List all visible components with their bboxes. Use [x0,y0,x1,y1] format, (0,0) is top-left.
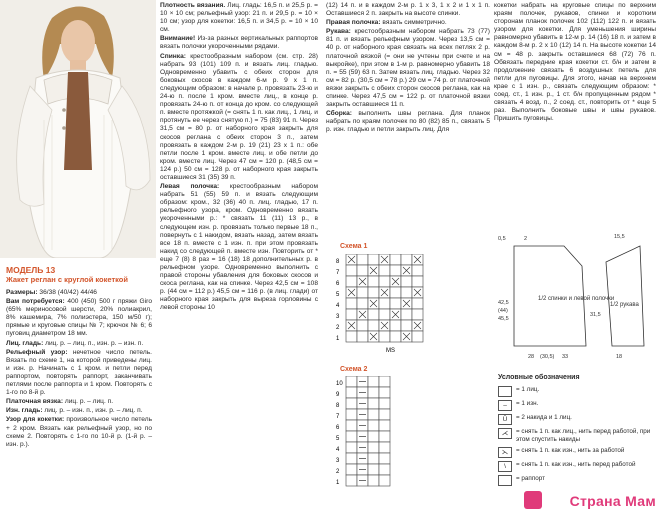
chart-cell [346,431,357,442]
row-number: 6 [336,281,340,287]
chart-cell [368,398,379,409]
chart-cell [379,265,390,276]
chart-cell [379,398,390,409]
paragraph-heading: Узор для кокетки: [6,416,65,424]
legend-symbol [498,386,512,397]
legend-text: = снять 1 п. как изн., нить перед работой [516,461,636,468]
chart-cell [346,387,357,398]
legend-text: = 2 накида и 1 лиц. [516,414,572,421]
chart-cell [368,409,379,420]
chart-cell [368,376,379,387]
legend-symbol: \ [498,461,512,472]
row-number: 1 [336,336,340,342]
dim-top-1: 0,5 [498,236,506,242]
paragraph-heading: Сборка: [326,110,352,118]
paragraph-text: 36/38 (40/42) 44/46 [37,289,97,296]
sleeve-dim-bottom: 18 [616,354,623,360]
row-number: 8 [336,403,340,409]
chart-cell [368,464,379,475]
chart-cell [368,254,379,265]
col3-paragraph [326,2,490,18]
chart-cell [368,309,379,320]
legend-symbol: ⋌ [498,428,512,439]
row-number: 1 [336,480,340,486]
chart-cell [368,420,379,431]
chart-cell [390,287,401,298]
dim-side-3: 45,5 [498,316,509,322]
chart-cell [412,331,423,342]
col1-paragraph [6,416,152,448]
chart-cell [401,309,412,320]
chart-cell [379,376,390,387]
dim-top-2: 2 [524,236,528,242]
chart-cell [368,276,379,287]
col3-paragraph [326,110,490,134]
paragraph-heading: Изн. гладь: [6,407,43,415]
col1-paragraph [6,398,152,406]
paragraph-text: крестообразным набором (см. стр. 28) набрать 93 (101) 109 п. и вязать лиц. гладью. Одновременно убавить с обеих сторон для боковых скосов в каждом 6-м р. 9 x 1 п. следующим образом: в начале р. провязать 23-ю и 24-ю п. после 1 кром. вместе лиц., в конце р. провязать 24-ю п. от конца до кром. со следующей п. вместе протяжкой (= снять 1 п. как лиц., 1 лиц. и протянуть ее через снятую п.) = 75 (83) 91 п. Через 31,5 см = 80 р. от наборного края закрыть для скосов реглана с обеих сторон 3 п., затем провязать в каждом 2-м р. 19 (21) 23 x 1 п.: обе петли после 1 кром. вместе лиц. и обе петли до кром. вместе лиц. Через 47 см = 120 р. (48,5 см = 124 р.) 50 см = 128 р. от наборного края закрыть оставшиеся 31 (35) 39 п. [160,52,318,181]
row-number: 8 [336,259,340,265]
paragraph-text: вязать симметрично. [380,19,447,27]
chart-cell [401,320,412,331]
chart-cell [379,431,390,442]
paragraph-text: лиц. р. – лиц. п., изн. р. – изн. п. [43,339,144,347]
chart-cell [346,409,357,420]
col1-paragraph [6,289,152,297]
chart-cell [346,420,357,431]
chart-cell [379,442,390,453]
chart-cell [346,309,357,320]
chart-cell [390,320,401,331]
chart-cell [368,475,379,486]
scheme-1-label: Схема 1 [340,243,368,250]
paragraph-heading: Правая полочка: [326,19,381,27]
chart-cell [357,331,368,342]
paragraph-text: выполнить швы реглана. Для планок набрать по краям полочек по 80 (82) 85 п., связать 5 р. изн. гладью и петли закрыть лиц. Для [326,110,490,134]
legend [498,386,658,489]
paragraph-text: Из-за разных вертикальных раппортов вязать полочки укороченными рядами. [160,35,318,51]
scheme-2-label: Схема 2 [340,366,368,373]
chart-cell [346,475,357,486]
chart-cell [390,298,401,309]
row-number: 7 [336,414,340,420]
back-piece-label: 1/2 спинки и левой полочки [538,296,615,302]
chart-cell [346,331,357,342]
legend-symbol [498,475,512,486]
paragraph-text: (12) 14 п. и в каждом 2-м р. 1 x 3, 1 x 2 и 1 x 1 п. Оставшиеся 2 п. закрыть на высоте спинки. [326,2,490,18]
chart-cell [357,254,368,265]
instructions-column-2 [160,2,318,314]
chart-cell [379,420,390,431]
chart-cell [346,276,357,287]
chart-cell [346,453,357,464]
col3-paragraph [326,28,490,109]
paragraph-text: кокетки набрать на круговые спицы по верхним краям полочек, рукавов, спинки и коротким сторонам планок полочек 102 (112) 122 п. и вязать узором для кокетки. Для уменьшения ширины равномерно убавить в 12-м р. 14 (16) 18 п. и затем в каждом 8-м р. 2 x 10 (12) 14 п. На высоте кокетки 14 см = 48 р. закрыть оставшиеся 68 (72) 76 п. Обвязать передние края кокетки ст. б/н и затем в продолжение связать 6 воздушных петель для петли для пуговицы. Для этого, начав на верхнем крае с 1 изн. р., связать следующим образом: * соед. ст., 1 изн. р., 1 ст. б/н пропущенным рядом * связать 4 возд. п., 2 соед. ст., повторить от * еще 5 раз. Выполнить боковые швы и швы рукавов. Пришить пуговицы. [494,2,656,123]
paragraph-heading: Рельефный узор: [6,348,68,356]
row-number: 10 [336,381,343,387]
paragraph-text: Лиц. гладь: 16,5 п. и 25,5 р. = 10 × 10 см; рельефный узор: 21 п. и 29,5 р. = 10 × 10 см; узор для кокетки: 16,5 п. и 34,5 р. = 10 × 10 см. [160,2,318,34]
row-number: 3 [336,314,340,320]
chart-cell [357,287,368,298]
row-number: 4 [336,447,340,453]
row-number: 2 [336,469,340,475]
chart-cell [368,453,379,464]
dim-side-2: (44) [498,308,508,314]
sleeve-piece-label: 1/2 рукава [610,302,639,308]
dim-side-1: 42,5 [498,300,509,306]
legend-item [498,475,658,486]
chart-cell [368,387,379,398]
chart-cell [379,331,390,342]
col2-paragraph [160,53,318,183]
paragraph-heading: Внимание! [160,35,196,43]
chart-cell [379,475,390,486]
paragraph-text: нечетное число петель. Вязать по схеме 1, на которой приведены лиц. и изн. р. Начинать с 1 кром. и петли перед раппортом, повторять раппорт, заканчивать петлями после раппорта и 1 кром. Повторять с 1-го по 8-й р. [6,348,152,397]
chart-cell [390,265,401,276]
row-number: 3 [336,458,340,464]
chart-cell [412,265,423,276]
paragraph-text: крестообразным набором набрать 51 (55) 59 п. и вязать следующим образом: кром., 32 (36) 40 п. лиц. гладью, 17 п. рельефного узора, кром. Одновременно вязать укороченными р.: * связать 11 (11) 13 р., в следующем изн. р. провязать только первые 18 п., повернуть с 1 накидом, вязать назад, затем вязать все 18 п. вместе с 1 изн. п. при этом провязать накид со следующей п. вместе изн. Повторить от * еще 7 (8) 8 раз = 16 (18) 18 дополнительных р. в рельефном узоре. Одновременно выполнить с правой стороны убавления для боковых скосов и скоса реглана, как на спинке. Через 42,5 см = 108 р. (44 см = 112 р.) 45,5 см = 116 р. (в лиц. глади) от наборного края закрыть для выреза горловины с левой стороны 10 [160,183,318,312]
chart-cell [401,276,412,287]
paragraph-text: 400 (450) 500 г пряжи Giro (65% мериносовой шерсти, 20% полиакрил, 8% кашемира, 7% полиэстера, 150 м/50 г); прямые и круговые спицы № 7; крючок № 6; 6 пуговиц диаметром 18 мм. [6,298,153,338]
col1-paragraph [6,349,152,398]
dim-side-4: 31,5 [590,312,601,318]
row-number: 5 [336,436,340,442]
col1-paragraph [6,407,152,415]
chart-cell [346,376,357,387]
chart-cell [346,464,357,475]
row-number: 5 [336,292,340,298]
paragraph-heading: Платочная вязка: [6,398,64,406]
chart-cell [357,265,368,276]
row-number: 4 [336,303,340,309]
instructions-column-4 [494,2,656,152]
chart-cell [379,464,390,475]
chart-cell [379,309,390,320]
model-title: МОДЕЛЬ 13 [6,265,56,275]
chart-cell [412,298,423,309]
watermark: Страна Мам [569,493,656,509]
row-number: 9 [336,392,340,398]
paragraph-heading: Рукава: [326,28,351,36]
chart-cell [390,331,401,342]
chart-cell [390,254,401,265]
legend-item [498,461,658,472]
row-number: 2 [336,325,340,331]
paragraph-text: лиц. р. – лиц. п. [63,398,114,406]
legend-symbol: – [498,400,512,411]
chart-cell [412,276,423,287]
paragraph-heading: Спинка: [160,52,186,60]
paragraph-heading: Лиц. гладь: [6,339,44,347]
paragraph-text: крестообразным набором набрать 73 (77) 81 п. и вязать рельефным узором. Через 13,5 см = 40 р. от наборного края связать на всех петлях 2 р. платочной вязкой (= они не учтены при счете и на выкройке), при этом в 1-м р. равномерно убавить 18 п. = 55 (59) 63 п. Затем вязать лиц. гладью. Через 32 см = 82 р. (30,5 см = 78 р.) 29 см = 74 р. от платочной вязки закрыть с обеих сторон скосов реглана, как на спинке. Через 47,5 см = 122 р. от платочной вязки закрыть оставшиеся 11 п. [326,28,490,109]
legend-item [498,447,658,458]
woman-in-jacket-illustration [0,0,156,258]
paragraph-heading: Размеры: [6,289,38,296]
legend-title: Условные обозначения [498,374,580,381]
repeat-marker: MS [386,348,395,354]
dim-bottom-1: 28 [528,354,535,360]
chart-cell [346,298,357,309]
instructions-column-1 [6,289,152,450]
chart-cell [379,387,390,398]
model-photo [0,0,156,258]
chart-cell [368,442,379,453]
paragraph-text: произвольное число петель + 2 кром. Вязать как рельефный узор, но по схеме 2. Повторять с 1-го по 10-й р. (1-й р. – изн. р.). [6,416,152,448]
col1-paragraph [6,340,152,348]
paragraph-heading: Плотность вязания. [160,2,226,9]
legend-symbol: ⋋ [498,447,512,458]
chart-cell [346,442,357,453]
chart-cell [379,409,390,420]
chart-cell [401,287,412,298]
col2-paragraph [160,35,318,51]
site-logo-icon [524,491,542,509]
legend-text: = снять 1 п. как лиц., нить перед работой, при этом спустить накиды [516,428,651,443]
scheme-2-chart [336,376,436,506]
chart-cell [412,309,423,320]
chart-cell [346,265,357,276]
dim-bottom-2: (30,5) [540,354,555,360]
instructions-column-3 [326,2,490,136]
legend-symbol: Ū [498,414,512,425]
chart-cell [368,287,379,298]
legend-text: = снять 1 п. как изн., нить за работой [516,447,625,454]
chart-cell [357,320,368,331]
legend-text: = 1 изн. [516,400,539,407]
sleeve-dim-1: 15,5 [614,234,625,240]
legend-item [498,428,658,444]
chart-cell [379,276,390,287]
chart-cell [357,298,368,309]
chart-cell [401,254,412,265]
col1-paragraph [6,298,152,338]
paragraph-heading: Вам потребуется: [6,298,65,306]
dim-bottom-3: 33 [562,354,569,360]
pattern-diagram [494,226,658,372]
scheme-1-chart [336,254,436,354]
col2-paragraph [160,2,318,34]
legend-item [498,400,658,411]
chart-cell [379,298,390,309]
paragraph-text: лиц. р. – изн. п., изн. р. – лиц. п. [42,407,143,415]
legend-text: = 1 лиц. [516,386,540,393]
paragraph-heading: Левая полочка: [160,183,220,191]
chart-cell [368,320,379,331]
col3-paragraph [326,19,490,27]
col2-paragraph [160,183,318,313]
legend-item [498,414,658,425]
row-number: 6 [336,425,340,431]
chart-cell [379,453,390,464]
legend-item [498,386,658,397]
legend-text: = раппорт [516,475,546,482]
chart-cell [346,398,357,409]
model-subtitle: Жакет реглан с круглой кокеткой [6,275,128,284]
chart-cell [368,431,379,442]
row-number: 7 [336,270,340,276]
col4-paragraph [494,2,656,123]
